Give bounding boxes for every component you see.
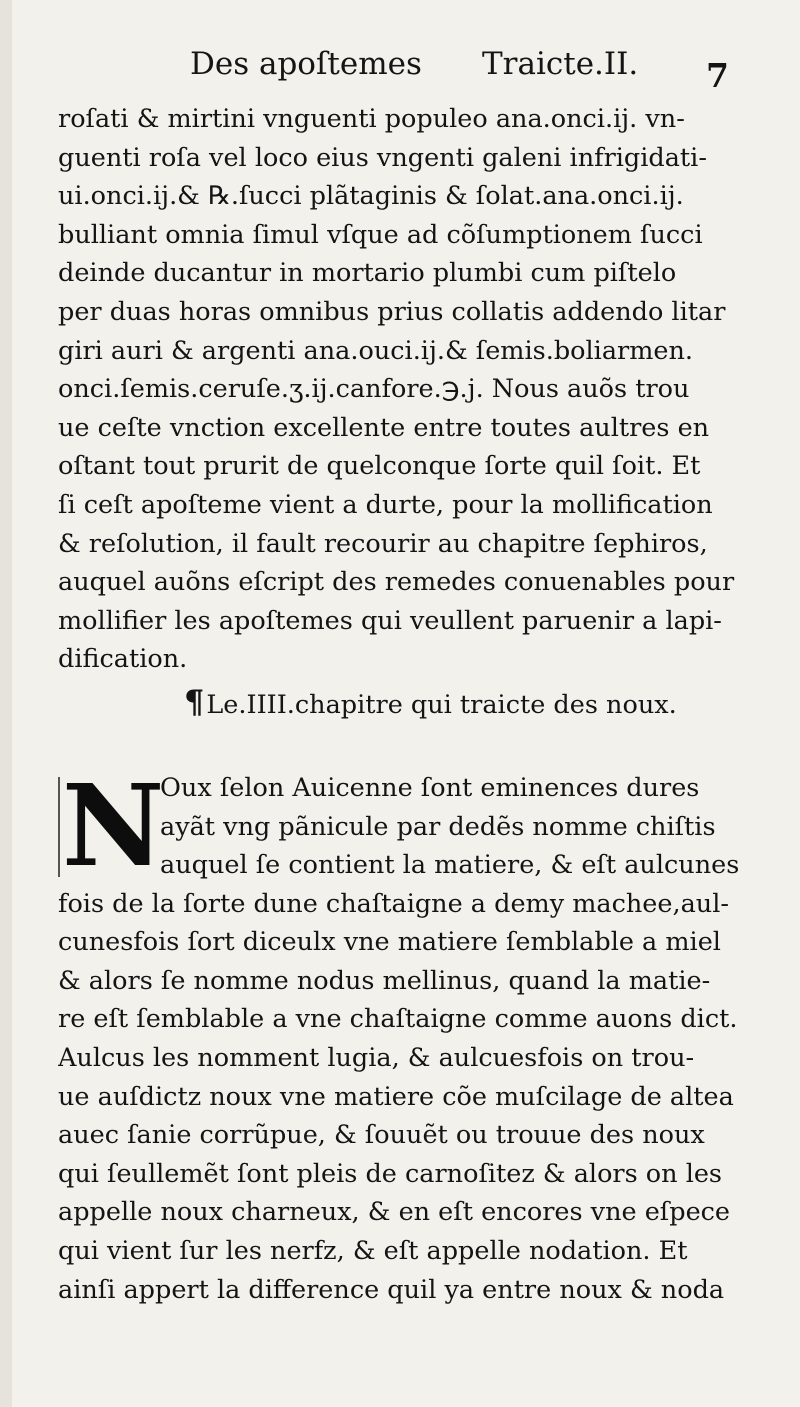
- text-line: roſati & mirtini vnguenti populeo ana.onci.ij. vn-: [58, 104, 685, 134]
- text-line: cunesfois ſort diceulx vne matiere ſemblable a miel: [58, 927, 721, 958]
- text-line: giri auri & argenti ana.ouci.ij.& ſemis.boliarmen.: [58, 335, 694, 366]
- chapter-heading: [58, 679, 758, 725]
- text-line: bulliant omnia ſimul vſque ad cõſumptionem ſucci: [58, 219, 703, 250]
- text-line: mollifier les apoſtemes qui veullent paruenir a lapi-: [58, 605, 722, 636]
- text-line: deinde ducantur in mortario plumbi cum piſtelo: [58, 258, 677, 289]
- running-head-title: Des apoſtemes: [190, 46, 422, 82]
- text-line: dification.: [58, 644, 188, 675]
- page-gutter-edge: [0, 0, 12, 1407]
- text-line: ue auſdictz noux vne matiere cõe muſcilage de altea: [58, 1081, 734, 1112]
- text-line: re eſt ſemblable a vne chaſtaigne comme auons dict.: [58, 1004, 738, 1035]
- text-line: Aulcus les nomment lugia, & aulcuesfois on trou-: [58, 1043, 695, 1074]
- text-line: appelle noux charneux, & en eſt encores vne eſpece: [58, 1197, 731, 1228]
- text-line: ſi ceſt apoſteme vient a durte, pour la mollification: [58, 489, 713, 520]
- running-head-section: Traicte.II.: [482, 46, 639, 82]
- text-line: & alors ſe nomme nodus mellinus, quand la matie-: [58, 965, 711, 996]
- chapter-paragraph: [58, 760, 758, 1309]
- text-line: guenti roſa vel loco eius vngenti galeni infrigidati-: [58, 142, 707, 173]
- text-line: oſtant tout prurit de quelconque ſorte quil ſoit. Et: [58, 451, 701, 482]
- chapter-heading-text: Le.IIII.chapitre qui traicte des noux.: [206, 689, 677, 720]
- drop-capital: N: [62, 760, 165, 892]
- pilcrow-icon: ¶: [184, 682, 205, 721]
- text-line: qui ſeullemẽt ſont pleis de carnoſitez & alors on les: [58, 1158, 723, 1189]
- text-line: ui.onci.ij.& ℞.ſucci plãtaginis & ſolat.ana.onci.ij.: [58, 181, 684, 212]
- text-line: ue ceſte vnction excellente entre toutes aultres en: [58, 412, 710, 443]
- text-line: auquel ſe contient la matiere, & eſt aulcunes: [160, 850, 740, 881]
- text-line: onci.ſemis.ceruſe.ʒ.ij.canfore.℈.j. Nous auõs trou: [58, 374, 690, 405]
- text-block: [58, 100, 758, 1309]
- text-line: auec ſanie corrũpue, & ſouuẽt ou trouue des noux: [58, 1120, 705, 1151]
- paragraph-continuation: [58, 100, 758, 679]
- text-line: auquel auõns eſcript des remedes conuenables pour: [58, 567, 735, 598]
- text-line: per duas horas omnibus prius collatis addendo litar: [58, 296, 726, 327]
- folio-number: 7: [706, 56, 729, 95]
- text-line: ayãt vng pãnicule par dedẽs nomme chiſtis: [160, 811, 716, 842]
- text-line: Oux ſelon Auicenne ſont eminences dures: [160, 772, 700, 803]
- text-line: ainſi appert la difference quil ya entre noux & noda: [58, 1274, 725, 1305]
- text-line: qui vient ſur les nerfz, & eſt appelle nodation. Et: [58, 1236, 688, 1267]
- text-line: fois de la ſorte dune chaſtaigne a demy machee,aul-: [58, 888, 729, 919]
- running-head: [0, 36, 800, 96]
- text-line: & reſolution, il fault recourir au chapitre ſephiros,: [58, 528, 708, 559]
